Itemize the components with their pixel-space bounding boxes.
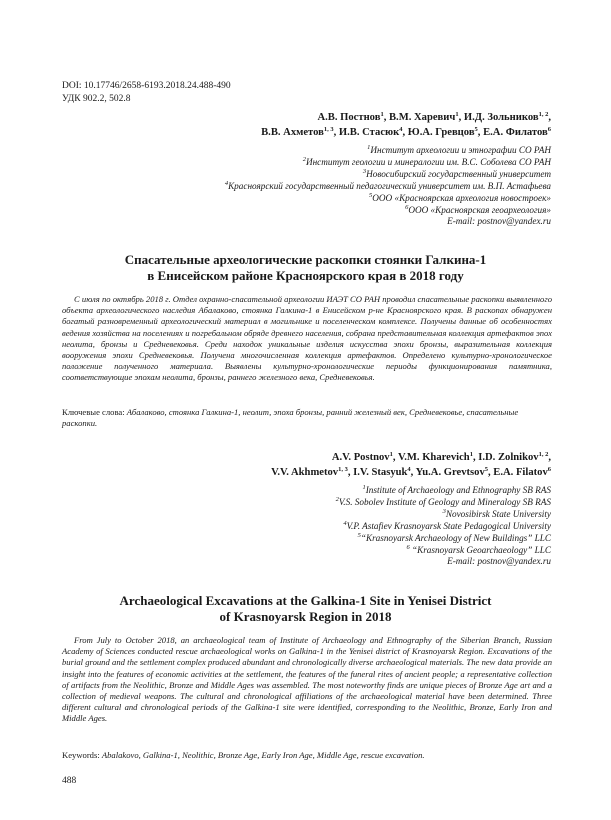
en-authors-line2: V.V. Akhmetov$^{1, 3}$, I.V. Stasyuk$^4$, Yu.A. Grevtsov$^5$, E.A. Filatov$^6$ bbox=[271, 466, 551, 478]
en-author-2: V.M. Kharevich$^1$ bbox=[397, 451, 473, 463]
ru-authors-line2: В.В. Ахметов$^{1, 3}$, И.В. Стасюк$^4$, Ю.А. Гревцов$^5$, Е.А. Филатов$^6$ bbox=[261, 126, 551, 138]
ru-abstract: С июля по октябрь 2018 г. Отдел охранно-спасательной археологии ИАЭТ СО РАН проводил спасательные раскопки выявленного объекта археологического наследия Абалаково, стоянка Галкина-1 в Енисейском р-не Красноярского края. В раскопах обнаружен богатый разновременный археологический материал в могильнике и поселенческом комплексе. Получены данные об особенностях ведения хозяйства на поселениях и погребальном обряде древнего населения, собрана представительная коллекция артефактов эпох неолита, бронзы и Средневековья. Среди находок уникальные изделия искусства эпохи бронзы, выразительная коллекция вооружения эпохи Средневековья. Получена многочисленная коллекция артефактов. Определено культурно-хронологическое положение полученного материала. Выявлены культурно-хронологические периоды функционирования памятника, соответствующие эпохам неолита, бронзы, раннего железного века, Средневековья. bbox=[62, 294, 552, 383]
en-title bbox=[60, 593, 551, 625]
en-authors-line1: A.V. Postnov$^1$, V.M. Kharevich$^1$, I.D. Zolnikov$^{1, 2}$, bbox=[331, 451, 551, 463]
doi: DOI: 10.17746/2658-6193.2018.24.488-490 bbox=[62, 81, 231, 91]
udk: УДК 902.2, 502.8 bbox=[62, 94, 131, 104]
en-affiliation-4: $^4$V.P. Astafiev Krasnoyarsk State Pedagogical University bbox=[343, 519, 551, 531]
ru-keywords-label: Ключевые слова: bbox=[62, 407, 125, 417]
ru-author-7: Е.А. Филатов$^6$ bbox=[483, 126, 551, 138]
ru-author-3: И.Д. Зольников$^{1, 2}$ bbox=[463, 111, 549, 123]
ru-title-line1: Спасательные археологические раскопки стоянки Галкина-1 bbox=[124, 252, 487, 267]
en-author-7: E.A. Filatov$^6$ bbox=[493, 466, 551, 478]
ru-title-line2: в Енисейском районе Красноярского края в 2018 году bbox=[147, 268, 464, 283]
en-title-line2: of Krasnoyarsk Region in 2018 bbox=[219, 609, 392, 624]
ru-authors-line1: А.В. Постнов$^1$, В.М. Харевич$^1$, И.Д. Зольников$^{1, 2}$, bbox=[317, 111, 551, 123]
en-abstract: From July to October 2018, an archaeological team of Institute of Archaeology and Ethnography of the Siberian Branch, Russian Academy of Sciences conducted rescue archaeological works on Galkina-1 in the Yenisei district of Krasnoyarsk Region. Excavations of the burial ground and the settlement complex produced abundant and chronologically diverse archaeological materials. The new data provide an insight into the features of economic activities at the settlement, the features of the funeral rites of ancient people; a representative collection of artifacts from the Neolithic, Bronze and Middle Ages was assembled. The most noteworthy finds are unique pieces of Bronze Age art and a collection of medieval weapons. The cultural and chronological affiliations of the archaeological material have been determined. Three different cultural and chronological periods of the Galkina-1 site were identified, corresponding to the Neolithic, Bronze, Early Iron and Middle Ages. bbox=[62, 635, 552, 724]
ru-keywords-text: Абалаково, стоянка Галкина-1, неолит, эпоха бронзы, ранний железный век, Средневековье, спасательные раскопки. bbox=[62, 407, 519, 429]
en-author-3: I.D. Zolnikov$^{1, 2}$ bbox=[478, 451, 549, 463]
ru-affiliation-4: $^4$Красноярский государственный педагогический университет им. В.П. Астафьева bbox=[224, 179, 551, 191]
ru-author-4: В.В. Ахметов$^{1, 3}$ bbox=[261, 126, 334, 138]
ru-author-1: А.В. Постнов$^1$ bbox=[317, 111, 384, 123]
ru-affiliation-6: $^6$ООО «Красноярская геоархеология» bbox=[405, 203, 551, 215]
en-affiliation-3: $^3$Novosibirsk State University bbox=[442, 507, 551, 519]
en-keywords-text: Abalakovo, Galkina-1, Neolithic, Bronze Age, Early Iron Age, Middle Age, rescue excavation. bbox=[101, 750, 425, 760]
ru-keywords bbox=[62, 407, 552, 429]
ru-author-6: Ю.А. Гревцов$^5$ bbox=[407, 126, 478, 138]
en-author-5: I.V. Stasyuk$^4$ bbox=[353, 466, 411, 478]
en-affiliation-1: $^1$Institute of Archaeology and Ethnography SB RAS bbox=[362, 484, 551, 495]
en-keywords bbox=[62, 750, 552, 761]
en-affiliation-2: $^2$V.S. Sobolev Institute of Geology and Mineralogy SB RAS bbox=[335, 495, 551, 507]
ru-author-2: В.М. Харевич$^1$ bbox=[388, 111, 459, 123]
ru-affiliation-2: $^2$Институт геологии и минералогии им. В.С. Соболева СО РАН bbox=[302, 155, 551, 167]
ru-title bbox=[60, 252, 551, 284]
en-author-6: Yu.A. Grevtsov$^5$ bbox=[415, 466, 488, 478]
ru-affiliation-3: $^3$Новосибирский государственный университет bbox=[362, 167, 551, 179]
en-affiliations bbox=[336, 485, 551, 568]
ru-author-5: И.В. Стасюк$^4$ bbox=[338, 126, 403, 138]
en-email: E-mail: postnov@yandex.ru bbox=[447, 556, 551, 567]
en-title-line1: Archaeological Excavations at the Galkina-1 Site in Yenisei District bbox=[119, 593, 492, 608]
en-keywords-label: Keywords: bbox=[62, 750, 100, 760]
page-number: 488 bbox=[62, 776, 77, 786]
ru-affiliation-5: $^5$ООО «Красноярская археология новостроек» bbox=[369, 191, 551, 203]
en-affiliation-6: $^6$ “Krasnoyarsk Geoarchaeology” LLC bbox=[406, 543, 551, 555]
ru-affiliation-1: $^1$Институт археологии и этнографии СО РАН bbox=[367, 144, 551, 155]
en-author-1: A.V. Postnov$^1$ bbox=[331, 451, 393, 463]
ru-affiliations bbox=[225, 145, 551, 228]
en-author-4: V.V. Akhmetov$^{1, 3}$ bbox=[271, 466, 348, 478]
ru-email: E-mail: postnov@yandex.ru bbox=[447, 216, 551, 227]
en-affiliation-5: $^5$“Krasnoyarsk Archaeology of New Buildings” LLC bbox=[357, 531, 551, 543]
